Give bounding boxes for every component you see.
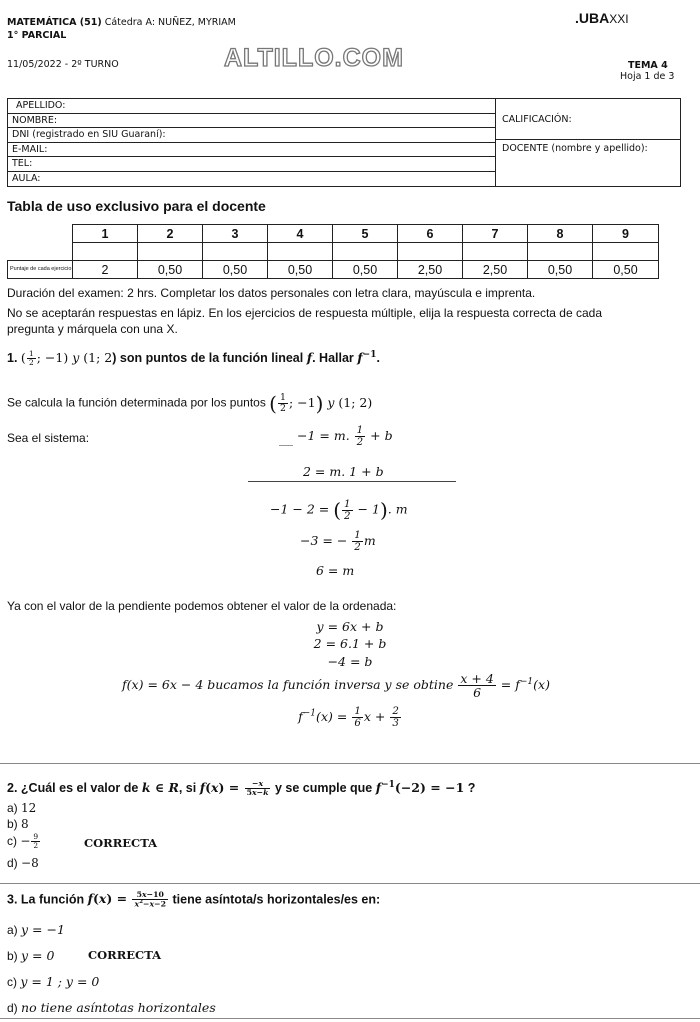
q3-pre: La función [20,892,85,907]
q1-points-text: ) son puntos de la función lineal [112,351,304,366]
score-cell[interactable] [203,243,268,261]
q2-statement: 2. ¿Cuál es el valor de k ∈ R, si f(x) = $\frac{-x}{5x-k}$ y se cumple que $f^{-1}(-2) = -1$ ? [7,779,476,798]
score-header-row [8,225,659,243]
q2-number: 2. [7,781,18,796]
q1-intro-text: Se calcula la función determinada por los puntos [7,395,266,410]
q2-option-a[interactable]: a) 12 [7,801,37,815]
score-header: 7 [463,225,528,243]
points-cell: 2 [73,261,138,279]
q1-number: 1. [7,351,18,366]
score-points-row [8,261,659,279]
points-cell: 2,50 [463,261,528,279]
score-blank-label [8,243,73,261]
instructions-line-3: pregunta y márquela con una X. [7,322,178,336]
score-header: 6 [398,225,463,243]
aula-field[interactable]: AULA: [12,172,41,184]
q2-option-d[interactable]: d) −8 [7,856,39,870]
system-eq-3: −1 − 2 = ( $\frac{1}{2}$ − 1). m [270,497,408,522]
divider-bottom [0,1018,700,1019]
q2-option-b-value: 8 [21,817,29,831]
points-cell: 2,50 [398,261,463,279]
q2-option-c[interactable]: c) − $\frac{9}{2}$ [7,832,39,850]
q3-statement: 3. La función f(x) = $\frac{5x-10}{x^2-x-2}$ tiene asíntota/s horizontales/es en: [7,890,381,909]
uba-logo-text: .UBA [575,10,610,26]
score-cell[interactable] [398,243,463,261]
score-cell[interactable] [528,243,593,261]
email-field[interactable]: E-MAIL: [8,143,495,158]
score-cell[interactable] [463,243,528,261]
docente-label: DOCENTE (nombre y apellido): [502,143,648,154]
q2-option-a-value: 12 [21,801,37,815]
q2-mid: , si [178,781,197,796]
q3-option-a[interactable]: a) y = −1 [7,922,65,937]
exam-date: 11/05/2022 - 2º TURNO [7,59,119,70]
ordenada-eq-1: y = 6x + b [316,619,384,634]
q3-option-a-value: y = −1 [21,922,65,937]
score-header: 4 [268,225,333,243]
q3-option-c[interactable]: c) y = 1 ; y = 0 [7,974,100,989]
points-cell: 0,50 [593,261,659,279]
dni-field[interactable]: DNI (registrado en SIU Guaraní): [8,128,495,143]
score-header: 5 [333,225,398,243]
calificacion-label: CALIFICACIÓN: [502,114,572,125]
uba-logo [575,10,629,26]
tel-field[interactable]: TEL: [8,157,495,172]
q1-sistema-label: Sea el sistema: [7,431,90,445]
score-header: 1 [73,225,138,243]
q3-correct-marker: CORRECTA [88,948,162,962]
points-cell: 0,50 [138,261,203,279]
student-form [7,98,681,187]
q3-option-d[interactable]: d) no tiene asíntotas horizontales [7,1000,216,1015]
q2-option-d-value: −8 [21,856,39,870]
score-cell[interactable] [593,243,659,261]
ordenada-eq-2: 2 = 6.1 + b [313,636,387,651]
inverse-result: $f^{-1}(x)$ = $\frac{1}{6}$ x + $\frac{2}{3}$ [298,705,399,729]
apellido-field[interactable]: APELLIDO: [8,99,495,114]
q1-hallar: . Hallar [312,351,354,366]
q3-post: tiene asíntota/s horizontales/es en: [172,892,381,907]
points-cell: 0,50 [333,261,398,279]
q3-option-b-value: y = 0 [21,948,55,963]
exam-type: 1° PARCIAL [7,30,67,41]
q3-number: 3. [7,892,18,907]
subtraction-rule [248,481,456,482]
score-corner [8,225,73,243]
points-cell: 0,50 [268,261,333,279]
score-cell[interactable] [333,243,398,261]
points-cell: 0,50 [528,261,593,279]
q3-option-b[interactable]: b) y = 0 [7,948,55,963]
score-cell[interactable] [138,243,203,261]
site-watermark: ALTILLO.COM [224,44,404,72]
minus-sign [279,445,293,446]
q3-option-d-value: no tiene asíntotas horizontales [21,1000,216,1015]
q2-pre: ¿Cuál es el valor de [20,781,139,796]
score-header: 8 [528,225,593,243]
q2-post: y se cumple que [274,781,373,796]
duration-text: Duración del examen: 2 hrs. Completar los datos personales con letra clara, mayúscula e imprenta. [7,286,536,300]
course-line [7,17,236,28]
score-header: 3 [203,225,268,243]
score-table [7,224,659,279]
inverse-text: bucamos la función inversa y se obtine [203,677,454,693]
course-name: MATEMÁTICA (51) [7,17,102,28]
page-indicator: Hoja 1 de 3 [620,71,675,82]
divider-q1-q2 [0,763,700,764]
course-chair: Cátedra A: NUÑEZ, MYRIAM [101,17,236,28]
tema-label: TEMA 4 [628,60,668,71]
system-eq-5: 6 = m [316,563,355,578]
system-eq-4: −3 = − $\frac{1}{2}$ m [300,529,376,553]
points-row-label: Puntaje de cada ejercicio [8,261,73,279]
nombre-field[interactable]: NOMBRE: [8,114,495,129]
q2-correct-marker: CORRECTA [84,836,158,850]
score-blank-row [8,243,659,261]
score-cell[interactable] [73,243,138,261]
ordenada-eq-3: −4 = b [327,654,373,669]
system-eq-1: −1 = m. $\frac{1}{2}$ + b [297,424,393,448]
system-eq-2: 2 = m. 1 + b [303,464,384,479]
calificacion-box[interactable] [496,99,680,140]
student-fields [8,99,496,186]
uba-logo-xxi: XXI [609,12,629,26]
q1-pendiente-text: Ya con el valor de la pendiente podemos obtener el valor de la ordenada: [7,599,397,613]
q2-option-b[interactable]: b) 8 [7,817,29,831]
teacher-table-title: Tabla de uso exclusivo para el docente [7,198,266,214]
docente-box[interactable] [496,140,680,186]
divider-q2-q3 [0,883,700,884]
inverse-statement: f(x) = 6x − 4 bucamos la función inversa y se obtine $\frac{x + 4}{6}$ = $f^{-1}(x)$ [122,671,550,701]
points-cell: 0,50 [203,261,268,279]
q3-option-c-value: y = 1 ; y = 0 [20,974,100,989]
score-cell[interactable] [268,243,333,261]
q1-intro: Se calcula la función determinada por los puntos ( $\frac{1}{2}$ ; −1) y (1; 2) [7,391,373,415]
score-header: 9 [593,225,659,243]
q1-statement: 1. ( $\frac{1}{2}$ ; −1) y (1; 2) son puntos de la función lineal f. Hallar $f^{-1}$. [7,349,380,368]
instructions-line-2: No se aceptarán respuestas en lápiz. En los ejercicios de respuesta múltiple, elija la respuesta correcta de cada [7,306,602,320]
score-header: 2 [138,225,203,243]
